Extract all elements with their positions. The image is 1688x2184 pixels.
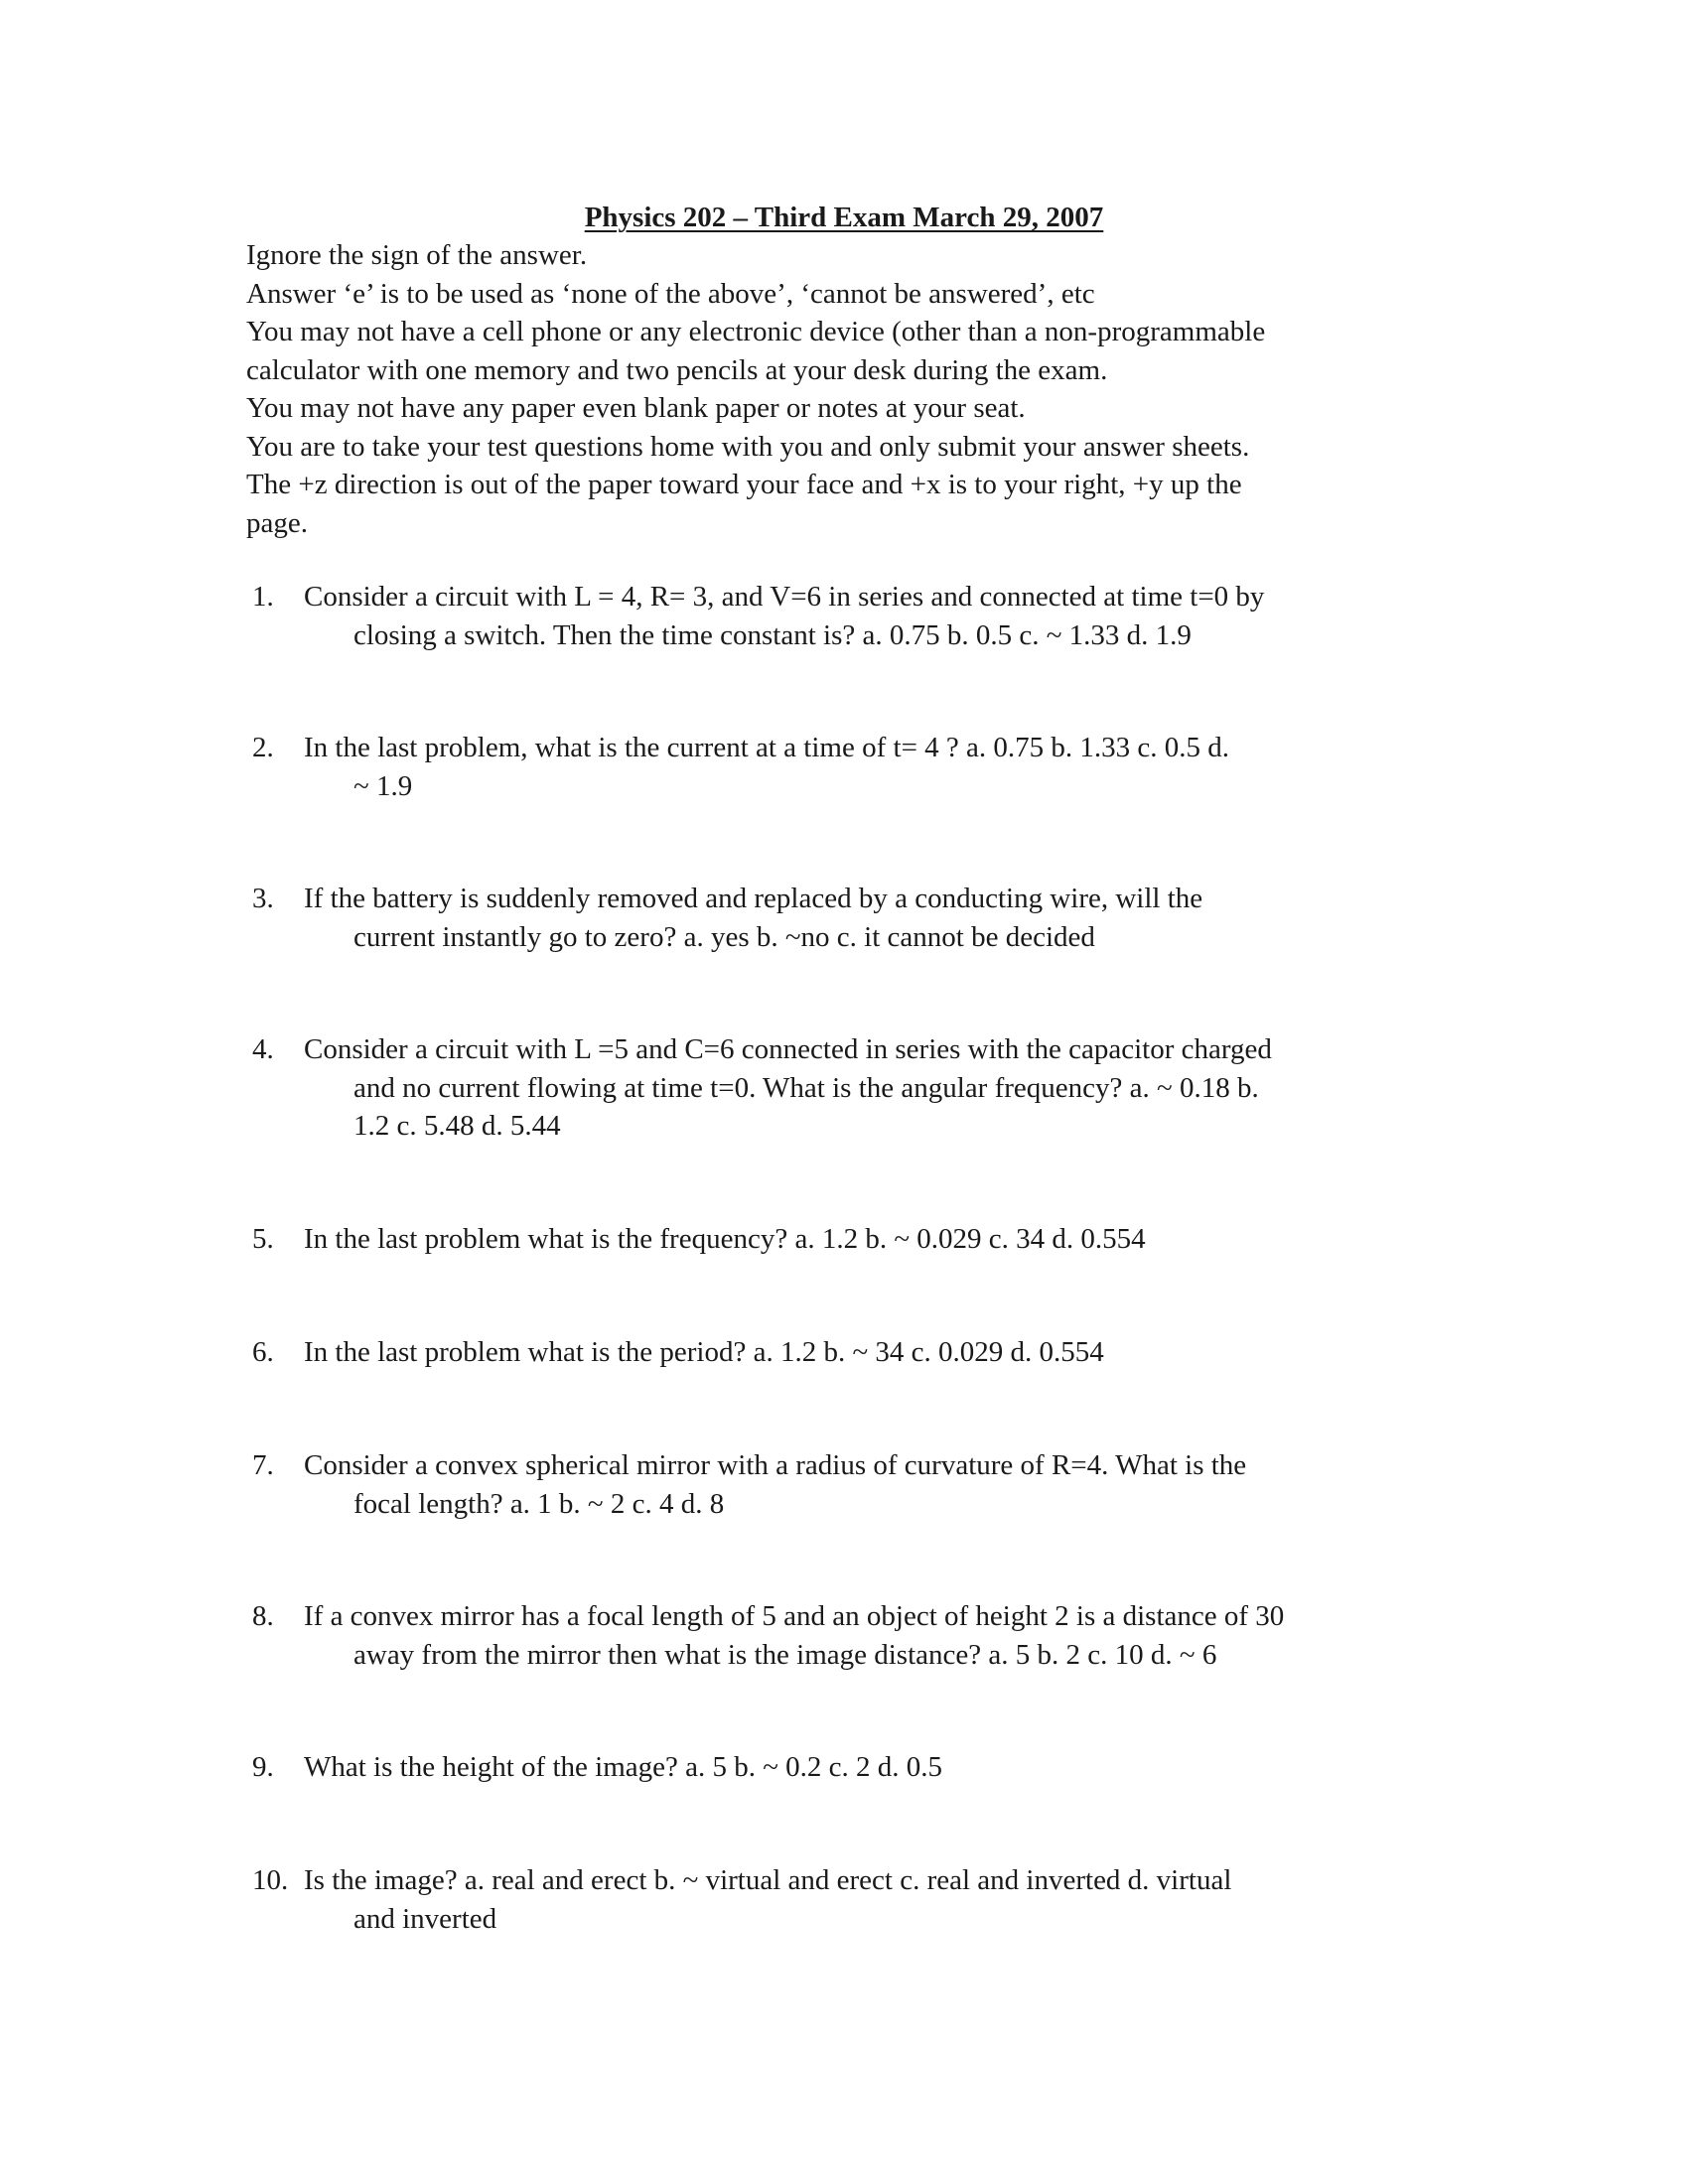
question-number: 9.: [252, 1751, 274, 1783]
question-7: [252, 1446, 1434, 1523]
question-continuation: and inverted: [353, 1902, 497, 1935]
question-text: What is the height of the image? a. 5 b. ~ 0.2 c. 2 d. 0.5: [304, 1751, 943, 1783]
question-text: In the last problem, what is the current at a time of t= 4 ? a. 0.75 b. 1.33 c. 0.5 d.: [304, 732, 1230, 763]
question-continuation: focal length? a. 1 b. ~ 2 c. 4 d. 8: [353, 1487, 725, 1520]
instruction-line: You may not have any paper even blank paper or notes at your seat.: [246, 392, 1026, 424]
question-continuation: and no current flowing at time t=0. What is the angular frequency? a. ~ 0.18 b.: [353, 1071, 1259, 1104]
instruction-line: calculator with one memory and two pencils at your desk during the exam.: [246, 353, 1108, 386]
question-5: [252, 1220, 1434, 1259]
instruction-line: You are to take your test questions home with you and only submit your answer sheets.: [246, 430, 1250, 463]
question-number: 7.: [252, 1449, 274, 1481]
question-3: [252, 880, 1434, 956]
question-9: [252, 1748, 1434, 1787]
exam-title: [0, 199, 1688, 236]
question-4: [252, 1030, 1434, 1146]
question-text: Is the image? a. real and erect b. ~ virtual and erect c. real and inverted d. virtual: [304, 1864, 1232, 1896]
question-text: If a convex mirror has a focal length of 5 and an object of height 2 is a distance of 30: [304, 1600, 1285, 1632]
instruction-line: Ignore the sign of the answer.: [246, 239, 588, 271]
instructions-block: [246, 236, 1428, 542]
question-line: [252, 1748, 1434, 1787]
question-continuation: 1.2 c. 5.48 d. 5.44: [353, 1110, 561, 1142]
instruction-line: page.: [246, 506, 308, 539]
question-line: [252, 1597, 1434, 1636]
question-6: [252, 1333, 1434, 1372]
question-line: [252, 1861, 1434, 1900]
question-continuation: closing a switch. Then the time constant is? a. 0.75 b. 0.5 c. ~ 1.33 d. 1.9: [353, 618, 1192, 651]
question-1: [252, 578, 1434, 654]
question-number: 8.: [252, 1600, 274, 1632]
exam-title-text: Physics 202 – Third Exam March 29, 2007: [584, 202, 1104, 233]
question-line: [252, 1446, 1434, 1485]
instruction-line: You may not have a cell phone or any electronic device (other than a non-programmable: [246, 316, 1266, 347]
question-line: [252, 1030, 1434, 1069]
question-continuation: away from the mirror then what is the image distance? a. 5 b. 2 c. 10 d. ~ 6: [353, 1638, 1217, 1671]
question-text: If the battery is suddenly removed and replaced by a conducting wire, will the: [304, 883, 1203, 914]
question-number: 2.: [252, 732, 274, 763]
question-line: [252, 1333, 1434, 1372]
question-number: 3.: [252, 883, 274, 914]
question-number: 10.: [252, 1864, 289, 1896]
question-continuation: current instantly go to zero? a. yes b. ~no c. it cannot be decided: [353, 920, 1095, 953]
question-number: 5.: [252, 1223, 274, 1255]
question-number: 6.: [252, 1336, 274, 1368]
question-line: [252, 880, 1434, 918]
instruction-line: Answer ‘e’ is to be used as ‘none of the above’, ‘cannot be answered’, etc: [246, 277, 1095, 310]
question-line: [252, 1220, 1434, 1259]
instruction-line: The +z direction is out of the paper toward your face and +x is to your right, +y up the: [246, 469, 1242, 500]
question-continuation: ~ 1.9: [353, 769, 413, 802]
question-line: [252, 729, 1434, 767]
question-text: Consider a circuit with L = 4, R= 3, and V=6 in series and connected at time t=0 by: [304, 581, 1265, 613]
question-text: In the last problem what is the period? a. 1.2 b. ~ 34 c. 0.029 d. 0.554: [304, 1336, 1104, 1368]
question-number: 1.: [252, 581, 274, 613]
question-10: [252, 1861, 1434, 1938]
question-line: [252, 578, 1434, 616]
question-text: Consider a circuit with L =5 and C=6 connected in series with the capacitor charged: [304, 1033, 1272, 1065]
question-text: Consider a convex spherical mirror with a radius of curvature of R=4. What is the: [304, 1449, 1247, 1481]
question-text: In the last problem what is the frequency? a. 1.2 b. ~ 0.029 c. 34 d. 0.554: [304, 1223, 1146, 1255]
question-8: [252, 1597, 1434, 1674]
question-2: [252, 729, 1434, 805]
question-number: 4.: [252, 1033, 274, 1065]
